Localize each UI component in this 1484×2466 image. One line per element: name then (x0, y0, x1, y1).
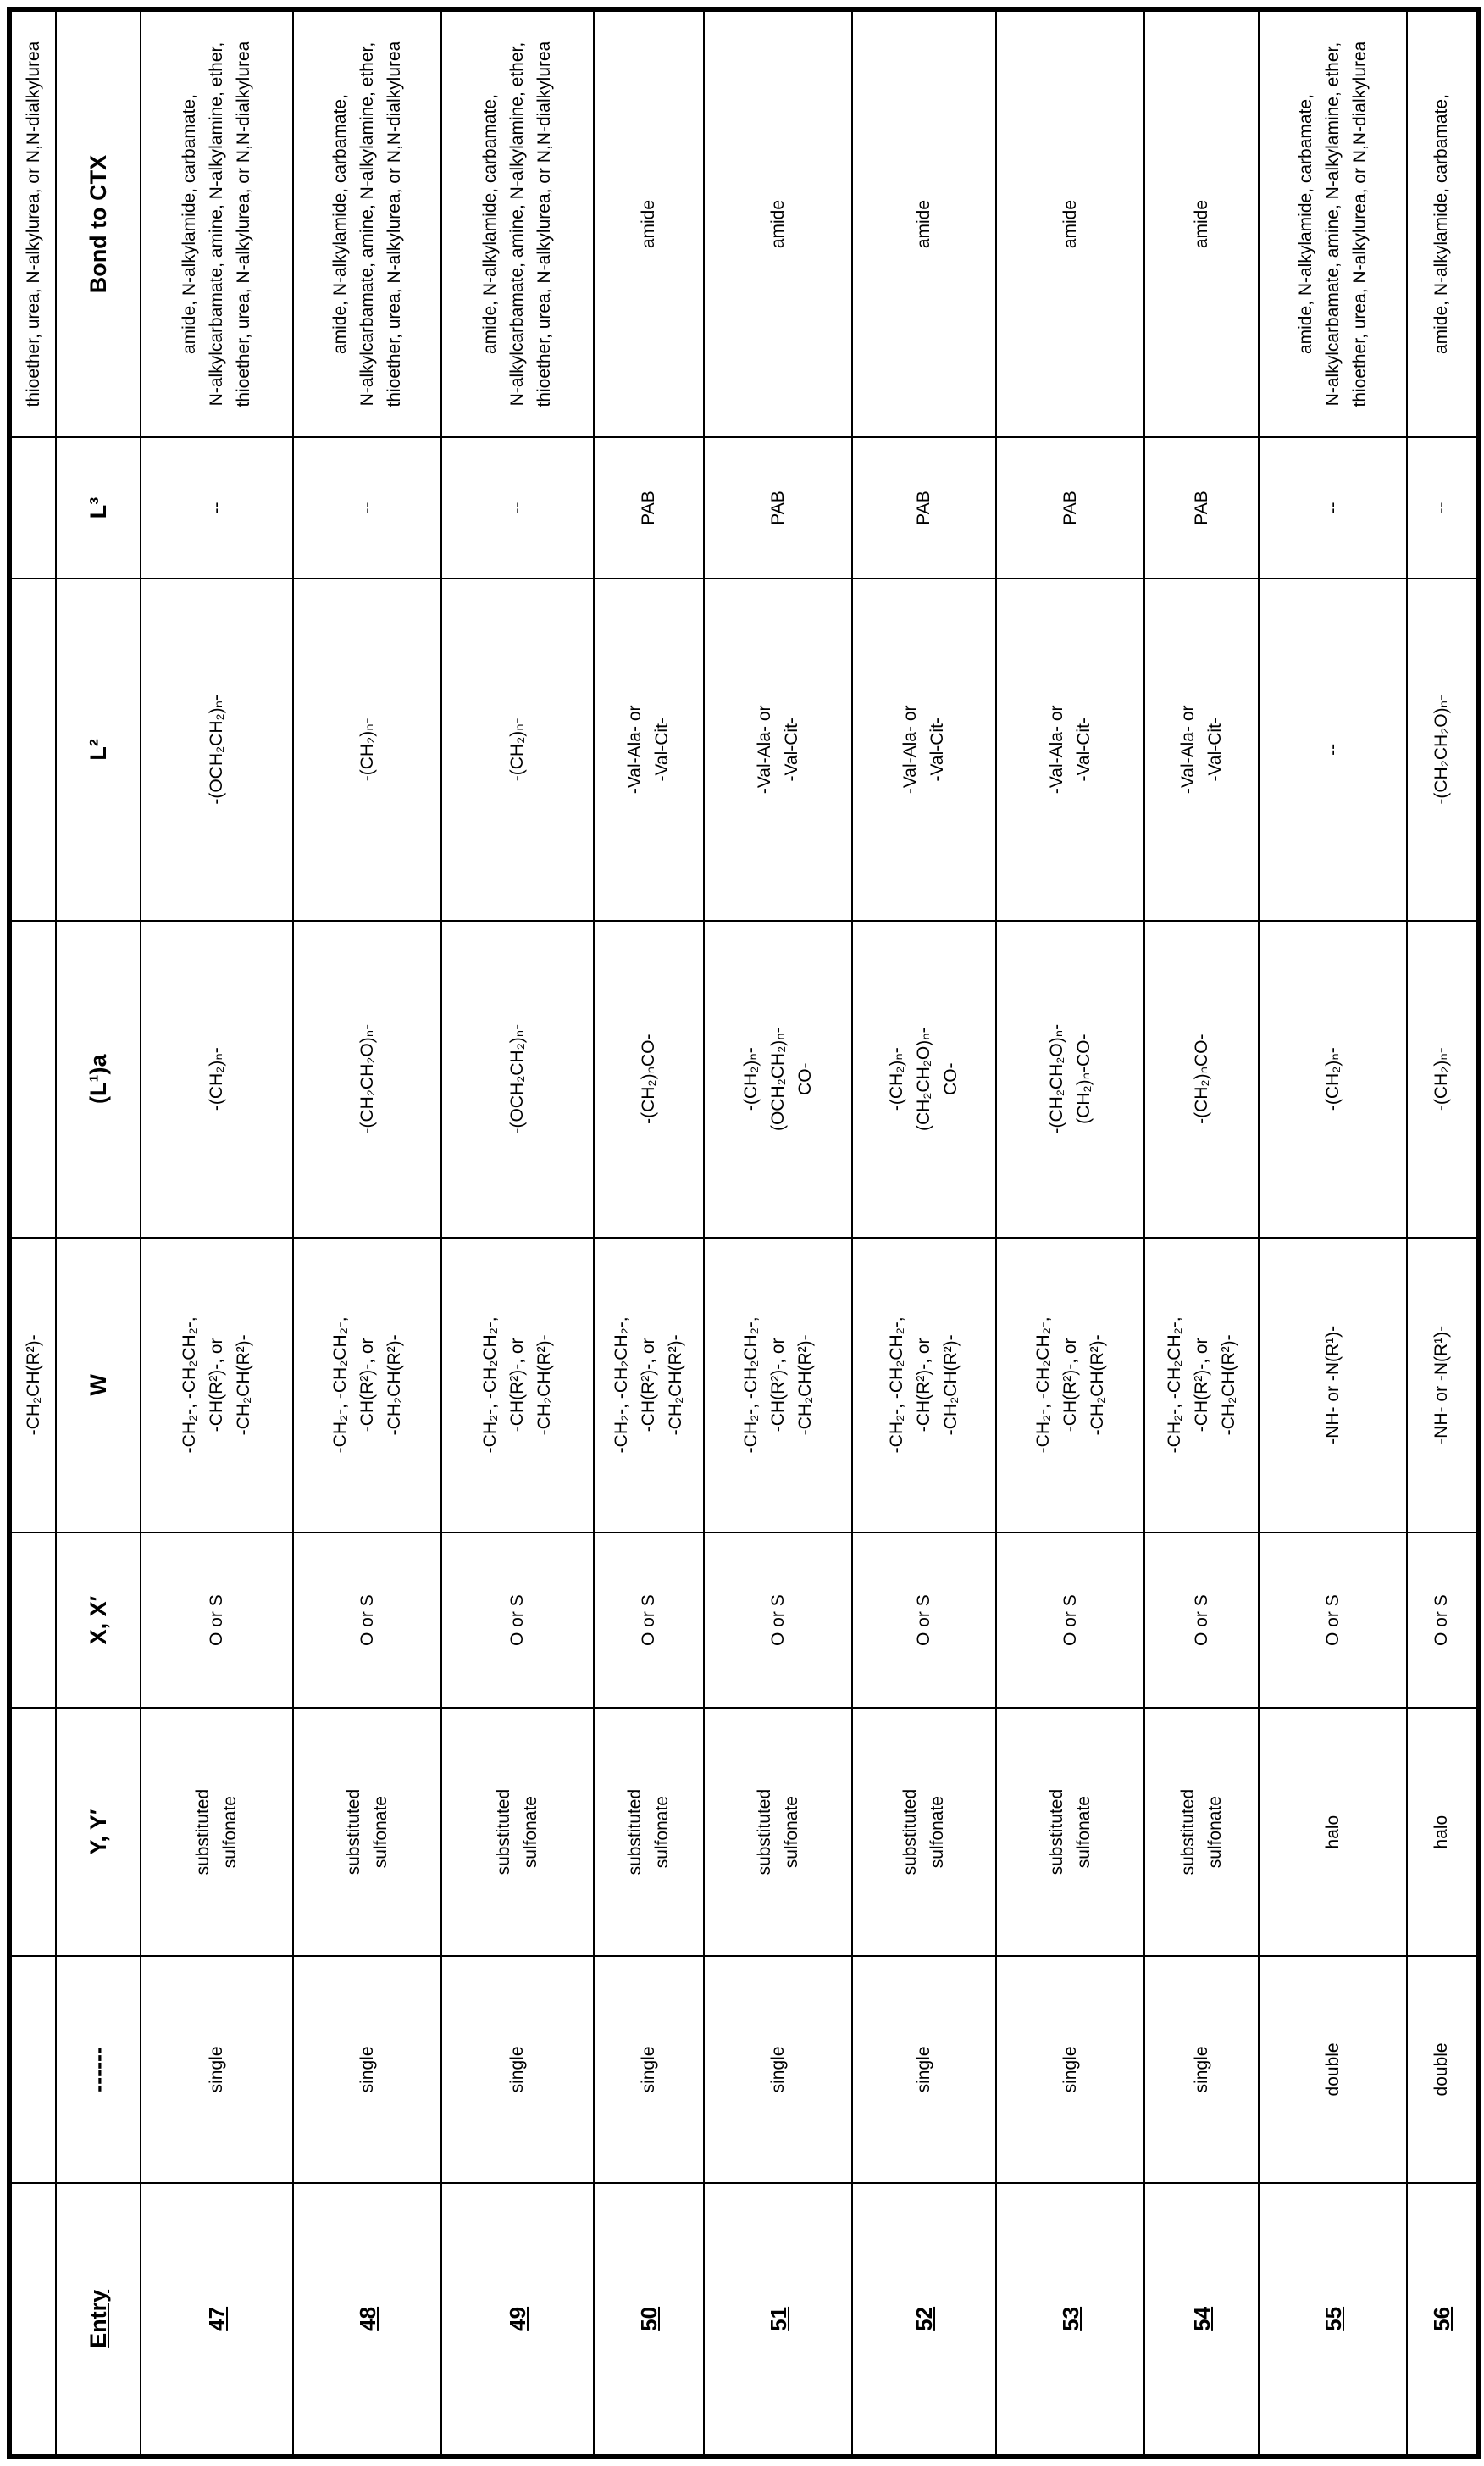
cell-x-xprime: O or S (1259, 1532, 1407, 1708)
cell-bond-to-ctx: amide, N-alkylamide, carbamate, N-alkylcarbamate, amine, N-alkylamine, ether, thioether, urea, N-alkylurea, or N,N-dialkylurea (293, 9, 441, 437)
header-bond-type: ------ (56, 1956, 141, 2183)
cell-x-xprime: O or S (293, 1532, 441, 1708)
cell-y-yprime: substituted sulfonate (1144, 1708, 1259, 1956)
cell-w: -CH₂-, -CH₂CH₂-, -CH(R²)-, or -CH₂CH(R²)- (852, 1238, 996, 1532)
cell-bond-type: single (594, 1956, 704, 2183)
cell-l1: -(OCH₂CH₂)ₙ- (441, 921, 594, 1238)
cell-l3: PAB (852, 437, 996, 579)
cell-l3 (9, 437, 56, 579)
header-bond-to-ctx: Bond to CTX (56, 9, 141, 437)
cell-bond-type: single (852, 1956, 996, 2183)
cell-bond-to-ctx: amide, N-alkylamide, carbamate, N-alkylcarbamate, amine, N-alkylamine, ether, thioether, urea, N-alkylurea, or N,N-dialkylurea (141, 9, 293, 437)
header-w: W (56, 1238, 141, 1532)
cell-l1: -(CH₂)ₙCO- (594, 921, 704, 1238)
cell-y-yprime: halo (1259, 1708, 1407, 1956)
cell-l1: -(CH₂CH₂O)ₙ- (CH₂)ₙ-CO- (996, 921, 1144, 1238)
cell-bond-type: single (704, 1956, 852, 2183)
cell-l2: -Val-Ala- or -Val-Cit- (704, 579, 852, 921)
entry-row-54 (1144, 9, 1259, 2457)
cell-bond-to-ctx: amide (1144, 9, 1259, 437)
cell-bond-to-ctx: thioether, urea, N-alkylurea, or N,N-dialkylurea (9, 9, 56, 437)
cell-l3: -- (1407, 437, 1478, 579)
entry-row-48 (293, 9, 441, 2457)
cell-w: -NH- or -N(R¹)- (1407, 1238, 1478, 1532)
cell-l2: -(CH₂)ₙ- (441, 579, 594, 921)
header-y-yprime: Y, Y′ (56, 1708, 141, 1956)
cell-bond-type: single (293, 1956, 441, 2183)
cell-y-yprime: substituted sulfonate (141, 1708, 293, 1956)
cell-l3: PAB (1144, 437, 1259, 579)
entry-row-55 (1259, 9, 1407, 2457)
header-row (56, 9, 141, 2457)
cell-w: -CH₂CH(R²)- (9, 1238, 56, 1532)
cell-l2: -(CH₂CH₂O)ₙ- (1407, 579, 1478, 921)
cell-l2 (9, 579, 56, 921)
cell-entry: 48 (293, 2183, 441, 2457)
cell-y-yprime: substituted sulfonate (852, 1708, 996, 1956)
cell-l3: PAB (704, 437, 852, 579)
linker-entries-table (7, 7, 1481, 2459)
cell-bond-to-ctx: amide (594, 9, 704, 437)
entry-row-51 (704, 9, 852, 2457)
cell-y-yprime: substituted sulfonate (594, 1708, 704, 1956)
cell-l1: -(CH₂)ₙCO- (1144, 921, 1259, 1238)
cell-bond-type: single (441, 1956, 594, 2183)
entry-row-50 (594, 9, 704, 2457)
carryover-row (9, 9, 56, 2457)
cell-entry: 56 (1407, 2183, 1478, 2457)
cell-l2: -(CH₂)ₙ- (293, 579, 441, 921)
cell-entry: 51 (704, 2183, 852, 2457)
cell-w: -NH- or -N(R¹)- (1259, 1238, 1407, 1532)
cell-entry: 54 (1144, 2183, 1259, 2457)
cell-bond-to-ctx: amide, N-alkylamide, carbamate, (1407, 9, 1478, 437)
cell-entry: 49 (441, 2183, 594, 2457)
cell-bond-to-ctx: amide (996, 9, 1144, 437)
cell-x-xprime (9, 1532, 56, 1708)
cell-x-xprime: O or S (852, 1532, 996, 1708)
cell-w: -CH₂-, -CH₂CH₂-, -CH(R²)-, or -CH₂CH(R²)- (1144, 1238, 1259, 1532)
cell-bond-type: double (1259, 1956, 1407, 2183)
cell-l1: -(CH₂)ₙ- (OCH₂CH₂)ₙ- CO- (704, 921, 852, 1238)
cell-bond-to-ctx: amide (704, 9, 852, 437)
header-l3: L³ (56, 437, 141, 579)
cell-bond-to-ctx: amide, N-alkylamide, carbamate, N-alkylcarbamate, amine, N-alkylamine, ether, thioether, urea, N-alkylurea, or N,N-dialkylurea (441, 9, 594, 437)
cell-y-yprime (9, 1708, 56, 1956)
cell-l3: -- (1259, 437, 1407, 579)
cell-bond-type: single (996, 1956, 1144, 2183)
header-l2: L² (56, 579, 141, 921)
cell-l3: -- (141, 437, 293, 579)
entry-row-52 (852, 9, 996, 2457)
cell-y-yprime: substituted sulfonate (996, 1708, 1144, 1956)
cell-l2: -Val-Ala- or -Val-Cit- (1144, 579, 1259, 921)
cell-l1: -(CH₂)ₙ- (1259, 921, 1407, 1238)
cell-x-xprime: O or S (1407, 1532, 1478, 1708)
entry-row-53 (996, 9, 1144, 2457)
entry-row-56 (1407, 9, 1478, 2457)
cell-x-xprime: O or S (441, 1532, 594, 1708)
cell-w: -CH₂-, -CH₂CH₂-, -CH(R²)-, or -CH₂CH(R²)- (594, 1238, 704, 1532)
cell-l3: -- (441, 437, 594, 579)
cell-l3: PAB (996, 437, 1144, 579)
cell-x-xprime: O or S (1144, 1532, 1259, 1708)
cell-y-yprime: substituted sulfonate (293, 1708, 441, 1956)
entry-row-49 (441, 9, 594, 2457)
cell-bond-type: single (1144, 1956, 1259, 2183)
cell-bond-type: single (141, 1956, 293, 2183)
cell-y-yprime: substituted sulfonate (704, 1708, 852, 1956)
cell-entry: 52 (852, 2183, 996, 2457)
header-x-xprime: X, X′ (56, 1532, 141, 1708)
cell-x-xprime: O or S (594, 1532, 704, 1708)
entry-row-47 (141, 9, 293, 2457)
cell-y-yprime: substituted sulfonate (441, 1708, 594, 1956)
cell-l1: -(CH₂)ₙ- (1407, 921, 1478, 1238)
header-l1: (L¹)a (56, 921, 141, 1238)
cell-x-xprime: O or S (996, 1532, 1144, 1708)
cell-bond-to-ctx: amide, N-alkylamide, carbamate, N-alkylcarbamate, amine, N-alkylamine, ether, thioether, urea, N-alkylurea, or N,N-dialkylurea (1259, 9, 1407, 437)
cell-x-xprime: O or S (141, 1532, 293, 1708)
cell-w: -CH₂-, -CH₂CH₂-, -CH(R²)-, or -CH₂CH(R²)- (704, 1238, 852, 1532)
cell-x-xprime: O or S (704, 1532, 852, 1708)
cell-w: -CH₂-, -CH₂CH₂-, -CH(R²)-, or -CH₂CH(R²)- (441, 1238, 594, 1532)
cell-l2: -- (1259, 579, 1407, 921)
cell-l1: -(CH₂)ₙ- (141, 921, 293, 1238)
cell-l2: -Val-Ala- or -Val-Cit- (594, 579, 704, 921)
cell-w: -CH₂-, -CH₂CH₂-, -CH(R²)-, or -CH₂CH(R²)- (141, 1238, 293, 1532)
cell-bond-type: double (1407, 1956, 1478, 2183)
cell-bond-to-ctx: amide (852, 9, 996, 437)
cell-entry: 47 (141, 2183, 293, 2457)
cell-entry: 50 (594, 2183, 704, 2457)
cell-l2: -Val-Ala- or -Val-Cit- (852, 579, 996, 921)
cell-l1: -(CH₂CH₂O)ₙ- (293, 921, 441, 1238)
cell-y-yprime: halo (1407, 1708, 1478, 1956)
cell-entry (9, 2183, 56, 2457)
cell-l2: -Val-Ala- or -Val-Cit- (996, 579, 1144, 921)
cell-w: -CH₂-, -CH₂CH₂-, -CH(R²)-, or -CH₂CH(R²)- (293, 1238, 441, 1532)
cell-l1 (9, 921, 56, 1238)
cell-l3: PAB (594, 437, 704, 579)
cell-l3: -- (293, 437, 441, 579)
cell-entry: 55 (1259, 2183, 1407, 2457)
header-entry: Entry (56, 2183, 141, 2457)
cell-l1: -(CH₂)ₙ- (CH₂CH₂O)ₙ- CO- (852, 921, 996, 1238)
cell-bond-type (9, 1956, 56, 2183)
cell-l2: -(OCH₂CH₂)ₙ- (141, 579, 293, 921)
cell-w: -CH₂-, -CH₂CH₂-, -CH(R²)-, or -CH₂CH(R²)- (996, 1238, 1144, 1532)
cell-entry: 53 (996, 2183, 1144, 2457)
